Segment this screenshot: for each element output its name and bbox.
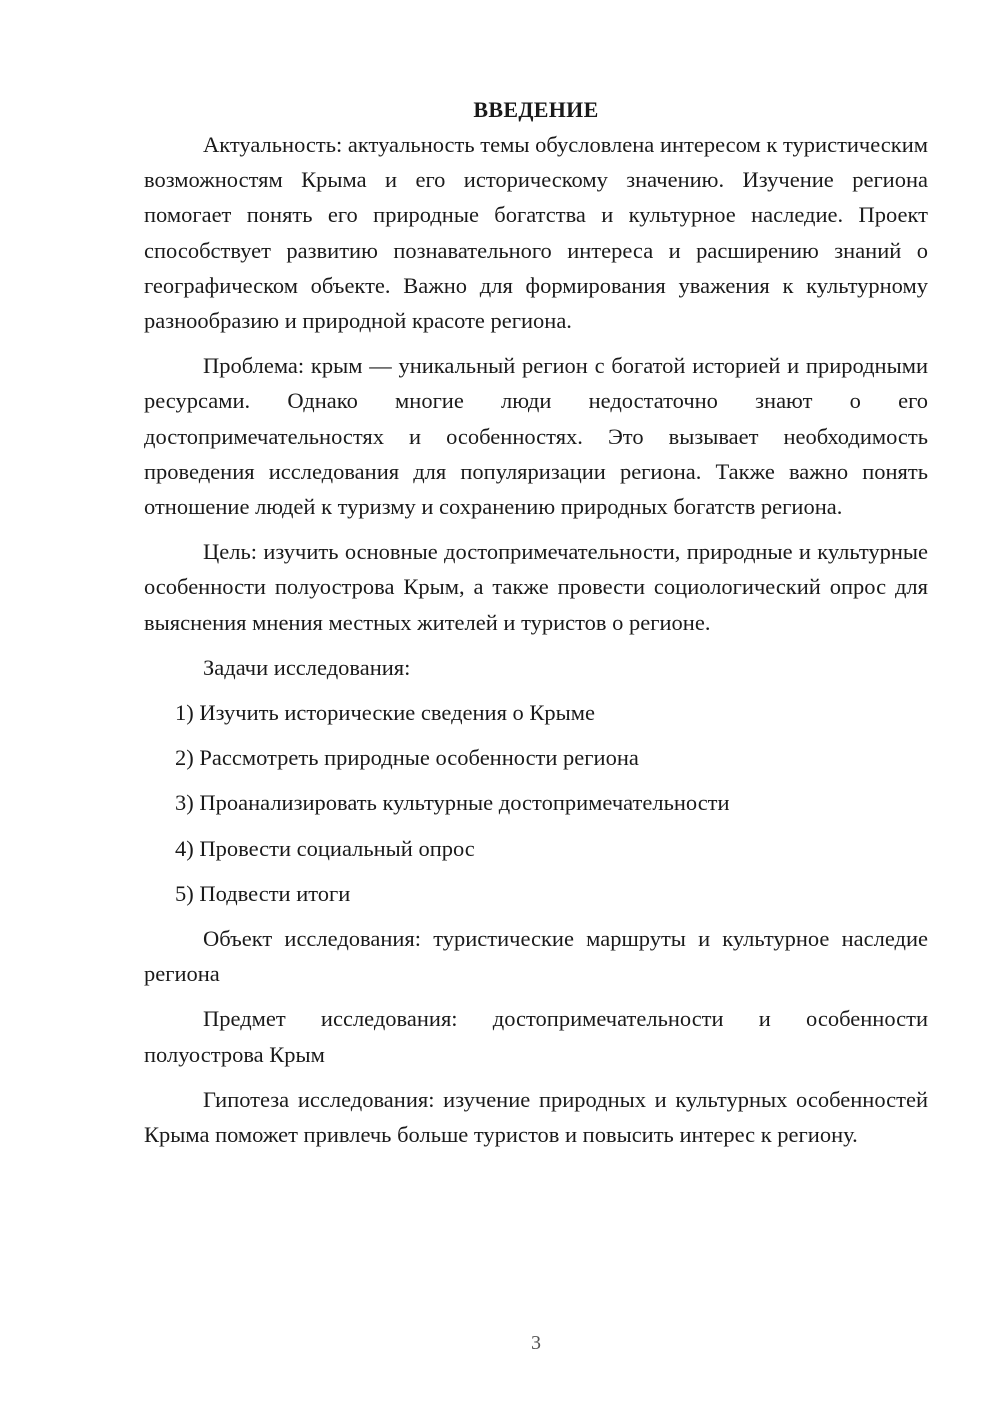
task-item: 3) Проанализировать культурные достопримечательности <box>175 790 730 816</box>
task-item: 2) Рассмотреть природные особенности региона <box>175 745 639 771</box>
hypothesis-paragraph: Гипотеза исследования: изучение природных и культурных особенностей Крыма поможет привлечь больше туристов и повысить интерес к региону. <box>144 1086 928 1148</box>
problem-paragraph: Проблема: крым — уникальный регион с богатой историей и природными ресурсами. Однако многие люди недостаточно знают о его достопримечательностях и особенностях. Это вызывает необходимость проведения исследования для популяризации региона. Также важно понять отношение людей к туризму и сохранению природных богатств региона. <box>144 353 928 520</box>
task-item: 4) Провести социальный опрос <box>175 835 475 861</box>
object-paragraph: Объект исследования: туристические маршруты и культурное наследие региона <box>144 926 928 987</box>
subject-paragraph: Предмет исследования: достопримечательности и особенности полуострова Крым <box>144 1006 928 1067</box>
tasks-heading: Задачи исследования: <box>203 654 411 680</box>
task-item: 1) Изучить исторические сведения о Крыме <box>175 700 596 726</box>
document-page <box>144 92 928 1152</box>
relevance-paragraph: Актуальность: актуальность темы обусловлена интересом к туристическим возможностям Крыма и его историческому значению. Изучение региона помогает понять его природные богатства и культурное наследие. Проект способствует развитию познавательного интереса и расширению знаний о географическом объекте. Важно для формирования уважения к культурному разнообразию и природной красоте региона. <box>144 132 928 334</box>
page-number: 3 <box>531 1332 541 1354</box>
task-list <box>144 695 928 911</box>
goal-paragraph: Цель: изучить основные достопримечательности, природные и культурные особенности полуострова Крым, а также провести социологический опрос для выяснения мнения местных жителей и туристов о регионе. <box>144 539 928 635</box>
section-title: ВВЕДЕНИЕ <box>473 97 599 122</box>
task-item: 5) Подвести итоги <box>175 880 351 906</box>
